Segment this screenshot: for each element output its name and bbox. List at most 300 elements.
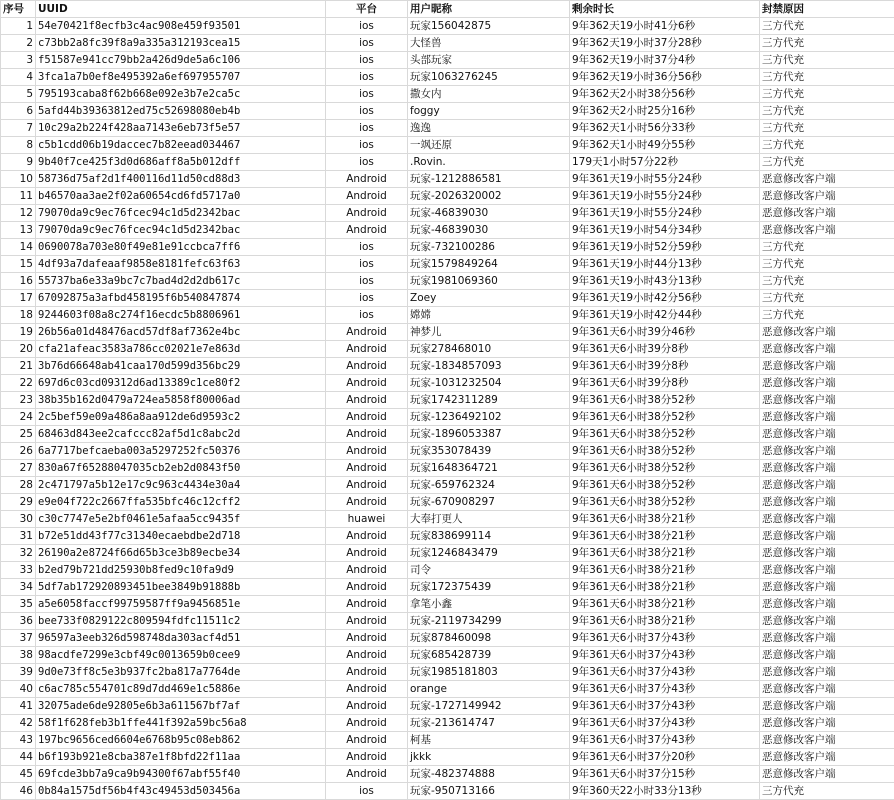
cell-remaining[interactable]: 9年361天6小时37分15秒 (570, 766, 760, 783)
cell-reason[interactable]: 恶意修改客户端 (760, 715, 894, 732)
cell-platform[interactable]: ios (326, 154, 408, 171)
cell-reason[interactable]: 恶意修改客户端 (760, 647, 894, 664)
cell-seq[interactable]: 45 (1, 766, 36, 783)
cell-platform[interactable]: ios (326, 35, 408, 52)
cell-uuid[interactable]: 9244603f08a8c274f16ecdc5b8806961 (36, 307, 326, 324)
cell-uuid[interactable]: 5afd44b39363812ed75c52698080eb4b (36, 103, 326, 120)
cell-nickname[interactable]: 嫦嫦 (408, 307, 570, 324)
cell-remaining[interactable]: 9年361天6小时38分21秒 (570, 579, 760, 596)
cell-uuid[interactable]: 6a7717befcaeba003a5297252fc50376 (36, 443, 326, 460)
cell-remaining[interactable]: 9年361天6小时37分43秒 (570, 630, 760, 647)
cell-nickname[interactable]: orange (408, 681, 570, 698)
cell-seq[interactable]: 2 (1, 35, 36, 52)
cell-uuid[interactable]: c30c7747e5e2bf0461e5afaa5cc9435f (36, 511, 326, 528)
cell-nickname[interactable]: .Rovin. (408, 154, 570, 171)
cell-remaining[interactable]: 9年361天6小时38分21秒 (570, 545, 760, 562)
cell-nickname[interactable]: 玩家-1212886581 (408, 171, 570, 188)
cell-uuid[interactable]: 96597a3eeb326d598748da303acf4d51 (36, 630, 326, 647)
cell-uuid[interactable]: 54e70421f8ecfb3c4ac908e459f93501 (36, 18, 326, 35)
header-nickname[interactable]: 用户昵称 (408, 1, 570, 18)
cell-uuid[interactable]: 3fca1a7b0ef8e495392a6ef697955707 (36, 69, 326, 86)
cell-platform[interactable]: ios (326, 307, 408, 324)
cell-uuid[interactable]: bee733f0829122c809594fdfc11511c2 (36, 613, 326, 630)
cell-seq[interactable]: 34 (1, 579, 36, 596)
cell-nickname[interactable]: 玩家156042875 (408, 18, 570, 35)
cell-remaining[interactable]: 9年361天6小时38分52秒 (570, 392, 760, 409)
cell-uuid[interactable]: a5e6058faccf99759587ff9a9456851e (36, 596, 326, 613)
header-remaining[interactable]: 剩余时长 (570, 1, 760, 18)
cell-remaining[interactable]: 9年361天6小时39分8秒 (570, 341, 760, 358)
cell-reason[interactable]: 恶意修改客户端 (760, 664, 894, 681)
cell-seq[interactable]: 41 (1, 698, 36, 715)
cell-remaining[interactable]: 9年361天6小时38分21秒 (570, 528, 760, 545)
cell-uuid[interactable]: 55737ba6e33a9bc7c7bad4d2d2db617c (36, 273, 326, 290)
cell-platform[interactable]: Android (326, 732, 408, 749)
cell-uuid[interactable]: c5b1cdd06b19daccec7b82eead034467 (36, 137, 326, 154)
table-row (1, 749, 894, 766)
table-row (1, 222, 894, 239)
cell-seq[interactable]: 6 (1, 103, 36, 120)
cell-reason[interactable]: 三方代充 (760, 35, 894, 52)
cell-nickname[interactable]: 玩家-46839030 (408, 205, 570, 222)
cell-remaining[interactable]: 9年361天6小时38分21秒 (570, 511, 760, 528)
cell-nickname[interactable]: 玩家1648364721 (408, 460, 570, 477)
cell-platform[interactable]: Android (326, 715, 408, 732)
cell-nickname[interactable]: 司令 (408, 562, 570, 579)
table-row (1, 205, 894, 222)
cell-remaining[interactable]: 9年361天19小时44分13秒 (570, 256, 760, 273)
cell-remaining[interactable]: 9年361天6小时37分43秒 (570, 647, 760, 664)
cell-nickname[interactable]: 玩家-1236492102 (408, 409, 570, 426)
cell-seq[interactable]: 42 (1, 715, 36, 732)
cell-platform[interactable]: Android (326, 222, 408, 239)
table-row (1, 171, 894, 188)
cell-nickname[interactable]: 一飒还原 (408, 137, 570, 154)
cell-remaining[interactable]: 9年361天6小时38分52秒 (570, 477, 760, 494)
cell-reason[interactable]: 恶意修改客户端 (760, 205, 894, 222)
header-platform[interactable]: 平台 (326, 1, 408, 18)
cell-reason[interactable]: 恶意修改客户端 (760, 630, 894, 647)
cell-uuid[interactable]: e9e04f722c2667ffa535bfc46c12cff2 (36, 494, 326, 511)
cell-seq[interactable]: 11 (1, 188, 36, 205)
cell-uuid[interactable]: 68463d843ee2cafccc82af5d1c8abc2d (36, 426, 326, 443)
cell-platform[interactable]: Android (326, 358, 408, 375)
cell-platform[interactable]: ios (326, 290, 408, 307)
cell-remaining[interactable]: 9年361天6小时38分52秒 (570, 409, 760, 426)
cell-uuid[interactable]: b2ed79b721dd25930b8fed9c10fa9d9 (36, 562, 326, 579)
cell-reason[interactable]: 恶意修改客户端 (760, 443, 894, 460)
cell-platform[interactable]: ios (326, 120, 408, 137)
cell-nickname[interactable]: 逸逸 (408, 120, 570, 137)
cell-seq[interactable]: 14 (1, 239, 36, 256)
cell-reason[interactable]: 恶意修改客户端 (760, 749, 894, 766)
cell-nickname[interactable]: 玩家-732100286 (408, 239, 570, 256)
cell-reason[interactable]: 恶意修改客户端 (760, 222, 894, 239)
cell-platform[interactable]: Android (326, 341, 408, 358)
cell-remaining[interactable]: 9年361天19小时42分44秒 (570, 307, 760, 324)
cell-reason[interactable]: 恶意修改客户端 (760, 426, 894, 443)
cell-remaining[interactable]: 9年361天6小时38分21秒 (570, 613, 760, 630)
cell-reason[interactable]: 三方代充 (760, 239, 894, 256)
cell-uuid[interactable]: 795193caba8f62b668e092e3b7e2ca5c (36, 86, 326, 103)
table-row (1, 460, 894, 477)
cell-uuid[interactable]: 697d6c03cd09312d6ad13389c1ce80f2 (36, 375, 326, 392)
cell-uuid[interactable]: 69fcde3bb7a9ca9b94300f67abf55f40 (36, 766, 326, 783)
cell-platform[interactable]: Android (326, 171, 408, 188)
cell-uuid[interactable]: 0690078a703e80f49e81e91ccbca7ff6 (36, 239, 326, 256)
cell-reason[interactable]: 三方代充 (760, 103, 894, 120)
cell-nickname[interactable]: 玩家-1834857093 (408, 358, 570, 375)
cell-platform[interactable]: ios (326, 137, 408, 154)
cell-nickname[interactable]: 玩家-950713166 (408, 783, 570, 800)
cell-nickname[interactable]: 大奉打更人 (408, 511, 570, 528)
table-row (1, 273, 894, 290)
cell-seq[interactable]: 33 (1, 562, 36, 579)
cell-seq[interactable]: 27 (1, 460, 36, 477)
table-row (1, 494, 894, 511)
cell-platform[interactable]: Android (326, 647, 408, 664)
cell-seq[interactable]: 4 (1, 69, 36, 86)
cell-remaining[interactable]: 9年361天19小时52分59秒 (570, 239, 760, 256)
cell-nickname[interactable]: 柯基 (408, 732, 570, 749)
cell-nickname[interactable]: 玩家353078439 (408, 443, 570, 460)
cell-remaining[interactable]: 9年361天6小时37分43秒 (570, 715, 760, 732)
cell-remaining[interactable]: 9年361天6小时38分21秒 (570, 596, 760, 613)
cell-reason[interactable]: 恶意修改客户端 (760, 341, 894, 358)
cell-uuid[interactable]: 4df93a7dafeaaf9858e8181fefc63f63 (36, 256, 326, 273)
cell-nickname[interactable]: 头部玩家 (408, 52, 570, 69)
cell-seq[interactable]: 23 (1, 392, 36, 409)
header-row (1, 1, 894, 18)
cell-remaining[interactable]: 9年361天19小时55分24秒 (570, 171, 760, 188)
cell-reason[interactable]: 恶意修改客户端 (760, 477, 894, 494)
cell-reason[interactable]: 三方代充 (760, 86, 894, 103)
cell-nickname[interactable]: 神梦儿 (408, 324, 570, 341)
cell-reason[interactable]: 恶意修改客户端 (760, 494, 894, 511)
cell-seq[interactable]: 8 (1, 137, 36, 154)
table-row (1, 562, 894, 579)
cell-nickname[interactable]: 玩家-2119734299 (408, 613, 570, 630)
cell-platform[interactable]: ios (326, 273, 408, 290)
cell-platform[interactable]: Android (326, 579, 408, 596)
cell-platform[interactable]: Android (326, 528, 408, 545)
cell-remaining[interactable]: 9年362天19小时41分6秒 (570, 18, 760, 35)
cell-nickname[interactable]: 大怪兽 (408, 35, 570, 52)
cell-reason[interactable]: 恶意修改客户端 (760, 528, 894, 545)
cell-platform[interactable]: ios (326, 783, 408, 800)
cell-uuid[interactable]: 0b84a1575df56b4f43c49453d503456a (36, 783, 326, 800)
cell-reason[interactable]: 三方代充 (760, 137, 894, 154)
cell-reason[interactable]: 三方代充 (760, 273, 894, 290)
cell-nickname[interactable]: 玩家-2026320002 (408, 188, 570, 205)
cell-nickname[interactable]: 玩家-46839030 (408, 222, 570, 239)
cell-nickname[interactable]: 玩家-482374888 (408, 766, 570, 783)
cell-platform[interactable]: ios (326, 52, 408, 69)
cell-nickname[interactable]: 玩家1063276245 (408, 69, 570, 86)
cell-nickname[interactable]: 玩家-659762324 (408, 477, 570, 494)
table-row (1, 290, 894, 307)
cell-reason[interactable]: 恶意修改客户端 (760, 766, 894, 783)
cell-nickname[interactable]: 玩家-213614747 (408, 715, 570, 732)
cell-remaining[interactable]: 9年362天19小时36分56秒 (570, 69, 760, 86)
cell-seq[interactable]: 25 (1, 426, 36, 443)
cell-platform[interactable]: ios (326, 86, 408, 103)
cell-nickname[interactable]: 玩家1981069360 (408, 273, 570, 290)
cell-seq[interactable]: 24 (1, 409, 36, 426)
cell-reason[interactable]: 三方代充 (760, 120, 894, 137)
cell-seq[interactable]: 1 (1, 18, 36, 35)
cell-seq[interactable]: 28 (1, 477, 36, 494)
cell-platform[interactable]: Android (326, 596, 408, 613)
cell-uuid[interactable]: 32075ade6de92805e6b3a611567bf7af (36, 698, 326, 715)
cell-nickname[interactable]: 玩家1579849264 (408, 256, 570, 273)
cell-platform[interactable]: Android (326, 681, 408, 698)
cell-nickname[interactable]: 玩家1742311289 (408, 392, 570, 409)
cell-platform[interactable]: Android (326, 188, 408, 205)
cell-uuid[interactable]: c6ac785c554701c89d7dd469e1c5886e (36, 681, 326, 698)
cell-seq[interactable]: 26 (1, 443, 36, 460)
cell-seq[interactable]: 15 (1, 256, 36, 273)
cell-reason[interactable]: 恶意修改客户端 (760, 375, 894, 392)
cell-seq[interactable]: 29 (1, 494, 36, 511)
cell-platform[interactable]: Android (326, 664, 408, 681)
table-row (1, 545, 894, 562)
cell-remaining[interactable]: 9年362天1小时56分33秒 (570, 120, 760, 137)
cell-remaining[interactable]: 9年361天6小时38分52秒 (570, 460, 760, 477)
cell-uuid[interactable]: 9b40f7ce425f3d0d686aff8a5b012dff (36, 154, 326, 171)
cell-uuid[interactable]: 26b56a01d48476acd57df8af7362e4bc (36, 324, 326, 341)
cell-seq[interactable]: 43 (1, 732, 36, 749)
cell-uuid[interactable]: 67092875a3afbd458195f6b540847874 (36, 290, 326, 307)
cell-seq[interactable]: 39 (1, 664, 36, 681)
cell-uuid[interactable]: 79070da9c9ec76fcec94c1d5d2342bac (36, 205, 326, 222)
cell-nickname[interactable]: 玩家-1727149942 (408, 698, 570, 715)
cell-platform[interactable]: Android (326, 392, 408, 409)
cell-nickname[interactable]: foggy (408, 103, 570, 120)
cell-platform[interactable]: ios (326, 239, 408, 256)
cell-remaining[interactable]: 9年361天6小时39分8秒 (570, 375, 760, 392)
cell-platform[interactable]: Android (326, 545, 408, 562)
cell-reason[interactable]: 三方代充 (760, 256, 894, 273)
cell-platform[interactable]: Android (326, 477, 408, 494)
cell-seq[interactable]: 10 (1, 171, 36, 188)
cell-platform[interactable]: ios (326, 18, 408, 35)
table-row (1, 511, 894, 528)
cell-reason[interactable]: 三方代充 (760, 52, 894, 69)
cell-platform[interactable]: ios (326, 69, 408, 86)
cell-uuid[interactable]: cfa21afeac3583a786cc02021e7e863d (36, 341, 326, 358)
cell-reason[interactable]: 恶意修改客户端 (760, 188, 894, 205)
cell-platform[interactable]: Android (326, 205, 408, 222)
cell-platform[interactable]: Android (326, 613, 408, 630)
cell-seq[interactable]: 46 (1, 783, 36, 800)
cell-nickname[interactable]: 撒女内 (408, 86, 570, 103)
cell-seq[interactable]: 9 (1, 154, 36, 171)
cell-reason[interactable]: 恶意修改客户端 (760, 732, 894, 749)
cell-seq[interactable]: 37 (1, 630, 36, 647)
cell-platform[interactable]: Android (326, 630, 408, 647)
cell-platform[interactable]: ios (326, 103, 408, 120)
cell-nickname[interactable]: 玩家878460098 (408, 630, 570, 647)
cell-remaining[interactable]: 9年362天19小时37分28秒 (570, 35, 760, 52)
cell-seq[interactable]: 35 (1, 596, 36, 613)
cell-remaining[interactable]: 9年361天19小时43分13秒 (570, 273, 760, 290)
cell-reason[interactable]: 恶意修改客户端 (760, 681, 894, 698)
cell-platform[interactable]: Android (326, 426, 408, 443)
cell-reason[interactable]: 三方代充 (760, 783, 894, 800)
cell-uuid[interactable]: 2c471797a5b12e17c9c963c4434e30a4 (36, 477, 326, 494)
cell-uuid[interactable]: 197bc9656ced6604e6768b95c08eb862 (36, 732, 326, 749)
cell-reason[interactable]: 恶意修改客户端 (760, 613, 894, 630)
cell-seq[interactable]: 21 (1, 358, 36, 375)
cell-platform[interactable]: Android (326, 460, 408, 477)
cell-reason[interactable]: 恶意修改客户端 (760, 579, 894, 596)
table-row (1, 154, 894, 171)
table-row (1, 596, 894, 613)
cell-reason[interactable]: 恶意修改客户端 (760, 698, 894, 715)
cell-seq[interactable]: 20 (1, 341, 36, 358)
table-row (1, 732, 894, 749)
cell-reason[interactable]: 三方代充 (760, 18, 894, 35)
cell-reason[interactable]: 恶意修改客户端 (760, 409, 894, 426)
cell-platform[interactable]: Android (326, 494, 408, 511)
table-row (1, 426, 894, 443)
cell-seq[interactable]: 17 (1, 290, 36, 307)
cell-remaining[interactable]: 9年362天19小时37分4秒 (570, 52, 760, 69)
cell-platform[interactable]: Android (326, 324, 408, 341)
cell-uuid[interactable]: b6f193b921e8cba387e1f8bfd22f11aa (36, 749, 326, 766)
cell-uuid[interactable]: c73bb2a8fc39f8a9a335a312193cea15 (36, 35, 326, 52)
header-reason[interactable]: 封禁原因 (760, 1, 894, 18)
cell-seq[interactable]: 30 (1, 511, 36, 528)
cell-nickname[interactable]: 玩家-670908297 (408, 494, 570, 511)
cell-reason[interactable]: 恶意修改客户端 (760, 358, 894, 375)
cell-uuid[interactable]: 9d0e73ff8c5e3b937fc2ba817a7764de (36, 664, 326, 681)
cell-remaining[interactable]: 9年361天19小时54分34秒 (570, 222, 760, 239)
cell-platform[interactable]: Android (326, 698, 408, 715)
cell-reason[interactable]: 恶意修改客户端 (760, 511, 894, 528)
cell-remaining[interactable]: 9年361天6小时39分8秒 (570, 358, 760, 375)
cell-reason[interactable]: 恶意修改客户端 (760, 596, 894, 613)
cell-platform[interactable]: ios (326, 256, 408, 273)
cell-uuid[interactable]: 58736d75af2d1f400116d11d50cd88d3 (36, 171, 326, 188)
cell-seq[interactable]: 32 (1, 545, 36, 562)
cell-remaining[interactable]: 9年361天6小时39分46秒 (570, 324, 760, 341)
cell-remaining[interactable]: 9年361天6小时37分43秒 (570, 732, 760, 749)
cell-nickname[interactable]: 玩家1985181803 (408, 664, 570, 681)
cell-nickname[interactable]: 玩家1246843479 (408, 545, 570, 562)
header-uuid[interactable]: UUID (36, 1, 326, 18)
cell-seq[interactable]: 38 (1, 647, 36, 664)
cell-seq[interactable]: 3 (1, 52, 36, 69)
cell-remaining[interactable]: 9年361天6小时38分21秒 (570, 562, 760, 579)
cell-remaining[interactable]: 9年360天22小时33分13秒 (570, 783, 760, 800)
cell-seq[interactable]: 44 (1, 749, 36, 766)
cell-remaining[interactable]: 179天1小时57分22秒 (570, 154, 760, 171)
cell-uuid[interactable]: 98acdfe7299e3cbf49c0013659b0cee9 (36, 647, 326, 664)
cell-nickname[interactable]: 玩家-1031232504 (408, 375, 570, 392)
cell-seq[interactable]: 22 (1, 375, 36, 392)
cell-remaining[interactable]: 9年361天6小时37分20秒 (570, 749, 760, 766)
cell-nickname[interactable]: 玩家685428739 (408, 647, 570, 664)
cell-remaining[interactable]: 9年361天6小时38分52秒 (570, 494, 760, 511)
cell-seq[interactable]: 31 (1, 528, 36, 545)
cell-remaining[interactable]: 9年361天6小时38分52秒 (570, 443, 760, 460)
cell-reason[interactable]: 恶意修改客户端 (760, 562, 894, 579)
cell-seq[interactable]: 7 (1, 120, 36, 137)
cell-remaining[interactable]: 9年361天6小时37分43秒 (570, 664, 760, 681)
cell-uuid[interactable]: b46570aa3ae2f02a60654cd6fd5717a0 (36, 188, 326, 205)
cell-uuid[interactable]: 5df7ab172920893451bee3849b91888b (36, 579, 326, 596)
cell-uuid[interactable]: 3b76d66648ab41caa170d599d356bc29 (36, 358, 326, 375)
cell-uuid[interactable]: b72e51dd43f77c31340ecaebdbe2d718 (36, 528, 326, 545)
cell-platform[interactable]: Android (326, 562, 408, 579)
cell-nickname[interactable]: 拿笔小鑫 (408, 596, 570, 613)
table-row (1, 681, 894, 698)
cell-remaining[interactable]: 9年362天2小时38分56秒 (570, 86, 760, 103)
cell-nickname[interactable]: 玩家-1896053387 (408, 426, 570, 443)
cell-seq[interactable]: 12 (1, 205, 36, 222)
cell-seq[interactable]: 19 (1, 324, 36, 341)
cell-reason[interactable]: 三方代充 (760, 154, 894, 171)
cell-platform[interactable]: huawei (326, 511, 408, 528)
cell-seq[interactable]: 18 (1, 307, 36, 324)
cell-seq[interactable]: 13 (1, 222, 36, 239)
cell-platform[interactable]: Android (326, 766, 408, 783)
cell-seq[interactable]: 5 (1, 86, 36, 103)
cell-remaining[interactable]: 9年361天19小时55分24秒 (570, 188, 760, 205)
cell-uuid[interactable]: 2c5bef59e09a486a8aa912de6d9593c2 (36, 409, 326, 426)
cell-seq[interactable]: 16 (1, 273, 36, 290)
cell-nickname[interactable]: 玩家278468010 (408, 341, 570, 358)
cell-remaining[interactable]: 9年361天6小时38分52秒 (570, 426, 760, 443)
cell-remaining[interactable]: 9年361天19小时42分56秒 (570, 290, 760, 307)
cell-reason[interactable]: 恶意修改客户端 (760, 545, 894, 562)
cell-reason[interactable]: 恶意修改客户端 (760, 324, 894, 341)
cell-uuid[interactable]: 10c29a2b224f428aa7143e6eb73f5e57 (36, 120, 326, 137)
cell-reason[interactable]: 三方代充 (760, 290, 894, 307)
cell-remaining[interactable]: 9年361天6小时37分43秒 (570, 681, 760, 698)
cell-nickname[interactable]: 玩家172375439 (408, 579, 570, 596)
cell-seq[interactable]: 36 (1, 613, 36, 630)
cell-uuid[interactable]: 79070da9c9ec76fcec94c1d5d2342bac (36, 222, 326, 239)
cell-remaining[interactable]: 9年362天2小时25分16秒 (570, 103, 760, 120)
table-row (1, 766, 894, 783)
cell-nickname[interactable]: 玩家838699114 (408, 528, 570, 545)
cell-remaining[interactable]: 9年362天1小时49分55秒 (570, 137, 760, 154)
cell-reason[interactable]: 恶意修改客户端 (760, 392, 894, 409)
cell-platform[interactable]: Android (326, 443, 408, 460)
cell-platform[interactable]: Android (326, 409, 408, 426)
cell-remaining[interactable]: 9年361天19小时55分24秒 (570, 205, 760, 222)
cell-reason[interactable]: 恶意修改客户端 (760, 171, 894, 188)
cell-reason[interactable]: 三方代充 (760, 307, 894, 324)
cell-uuid[interactable]: f51587e941cc79bb2a426d9de5a6c106 (36, 52, 326, 69)
cell-platform[interactable]: Android (326, 375, 408, 392)
cell-remaining[interactable]: 9年361天6小时37分43秒 (570, 698, 760, 715)
cell-nickname[interactable]: Zoey (408, 290, 570, 307)
cell-platform[interactable]: Android (326, 749, 408, 766)
cell-uuid[interactable]: 830a67f65288047035cb2eb2d0843f50 (36, 460, 326, 477)
cell-nickname[interactable]: jkkk (408, 749, 570, 766)
header-seq[interactable]: 序号 (1, 1, 36, 18)
cell-uuid[interactable]: 26190a2e8724f66d65b3ce3b89ecbe34 (36, 545, 326, 562)
cell-uuid[interactable]: 58f1f628feb3b1ffe441f392a59bc56a8 (36, 715, 326, 732)
cell-reason[interactable]: 三方代充 (760, 69, 894, 86)
cell-seq[interactable]: 40 (1, 681, 36, 698)
cell-reason[interactable]: 恶意修改客户端 (760, 460, 894, 477)
cell-uuid[interactable]: 38b35b162d0479a724ea5858f80006ad (36, 392, 326, 409)
